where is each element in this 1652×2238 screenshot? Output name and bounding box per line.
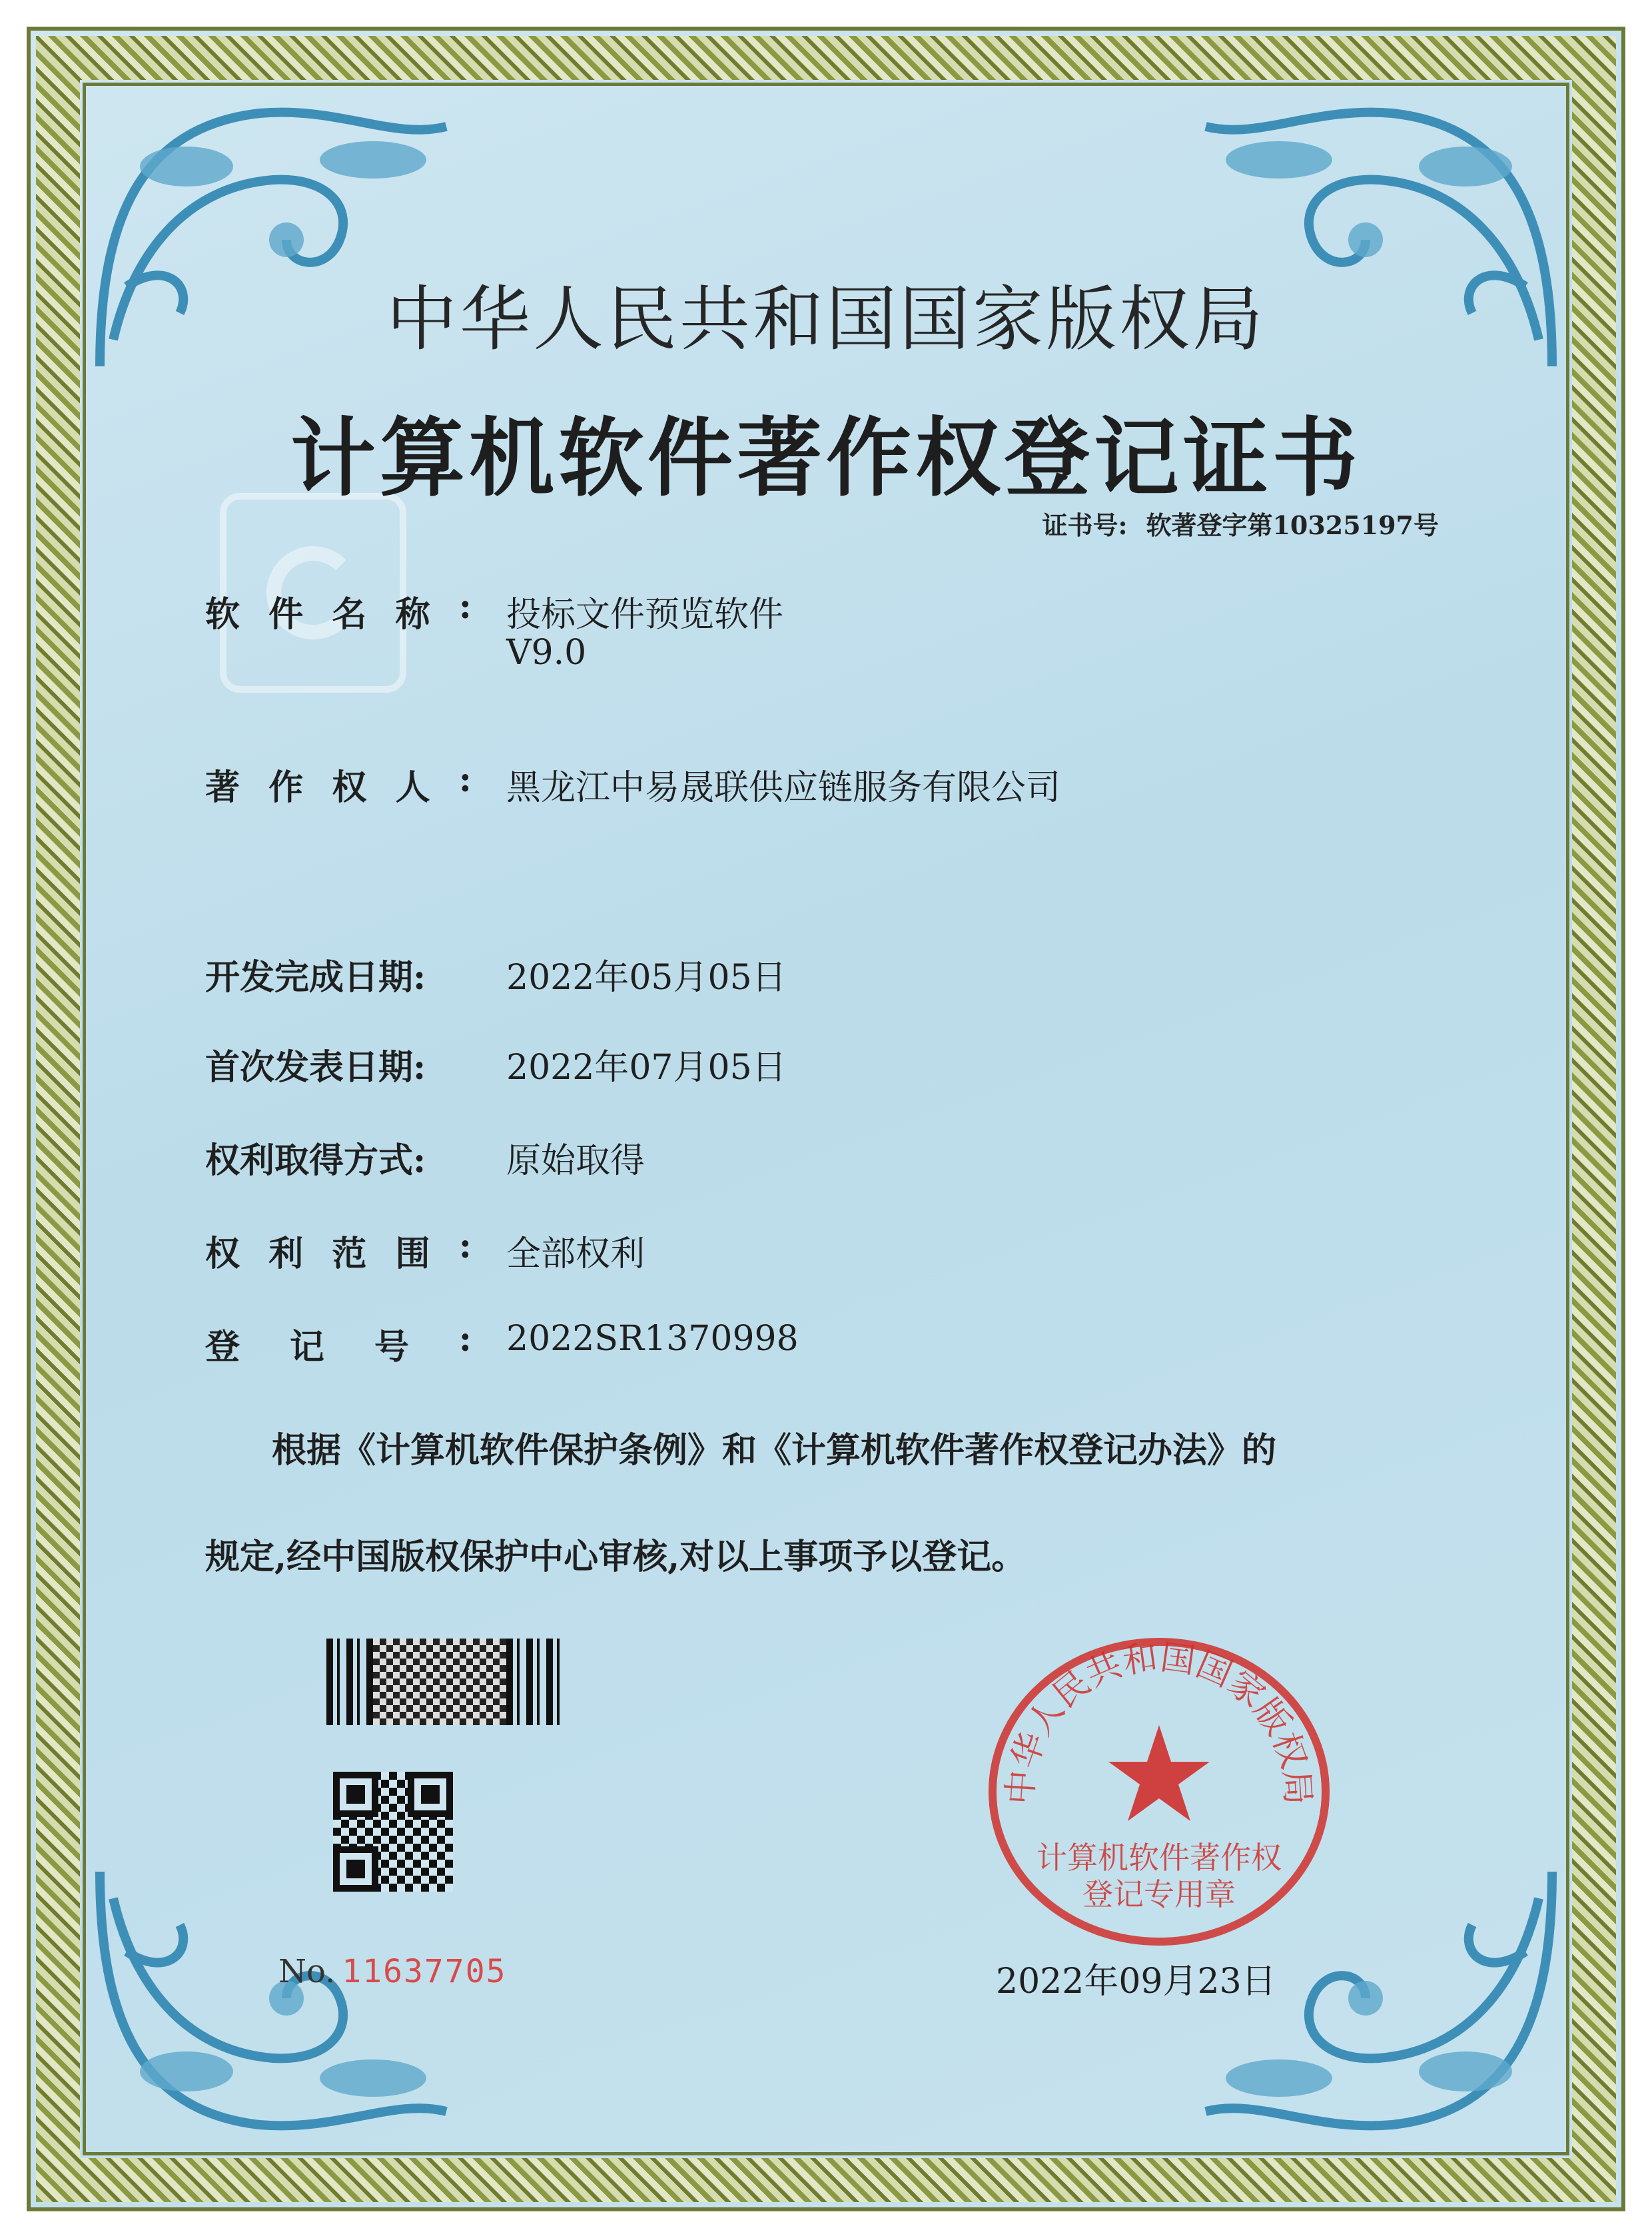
svg-text:中华人民共和国国家版权局: 中华人民共和国国家版权局 (1000, 1637, 1318, 1806)
field-label: 权 利 范 围 : (205, 1226, 472, 1274)
serial-prefix: No. (278, 1953, 336, 1990)
certificate-number-label: 证书号: (1042, 510, 1128, 540)
certificate-number (1042, 505, 1439, 542)
qr-code (333, 1772, 453, 1892)
official-seal (973, 1625, 1346, 1958)
field-label: 登 记 号 : (205, 1319, 472, 1367)
corner-ornament-bottom-left (87, 1858, 460, 2151)
serial-number-value: 11637705 (342, 1953, 507, 1990)
field-value: 全部权利 (506, 1234, 645, 1274)
certificate-number-value: 软著登字第10325197号 (1146, 510, 1439, 540)
field-label: 开发完成日期: (205, 957, 426, 998)
field-label: 权利取得方式: (205, 1140, 426, 1181)
svg-text:计算机软件著作权: 计算机软件著作权 (1036, 1840, 1282, 1876)
statement-line-1: 根据《计算机软件保护条例》和《计算机软件著作权登记办法》的 (272, 1430, 1277, 1471)
svg-text:登记专用章: 登记专用章 (1082, 1876, 1236, 1912)
certificate-title: 计算机软件著作权登记证书 (290, 408, 1362, 508)
field-label: 首次发表日期: (205, 1047, 426, 1088)
field-label: 著 作 权 人 : (205, 759, 472, 808)
field-value-version: V9.0 (506, 633, 587, 673)
field-value: 黑龙江中易晟联供应链服务有限公司 (506, 768, 1061, 808)
statement-line-2: 规定,经中国版权保护中心审核,对以上事项予以登记。 (205, 1537, 1027, 1577)
barcode (326, 1639, 560, 1725)
field-value: 2022年07月05日 (506, 1048, 787, 1088)
field-value: 投标文件预览软件 (506, 595, 784, 635)
serial-number (278, 1953, 507, 1990)
field-value: 2022SR1370998 (506, 1319, 799, 1359)
issue-date: 2022年09月23日 (996, 1962, 1276, 2002)
field-label: 软 件 名 称 : (205, 586, 472, 635)
issuer-title: 中华人民共和国国家版权局 (386, 278, 1266, 360)
field-value: 2022年05月05日 (506, 958, 787, 998)
field-value: 原始取得 (506, 1141, 645, 1181)
